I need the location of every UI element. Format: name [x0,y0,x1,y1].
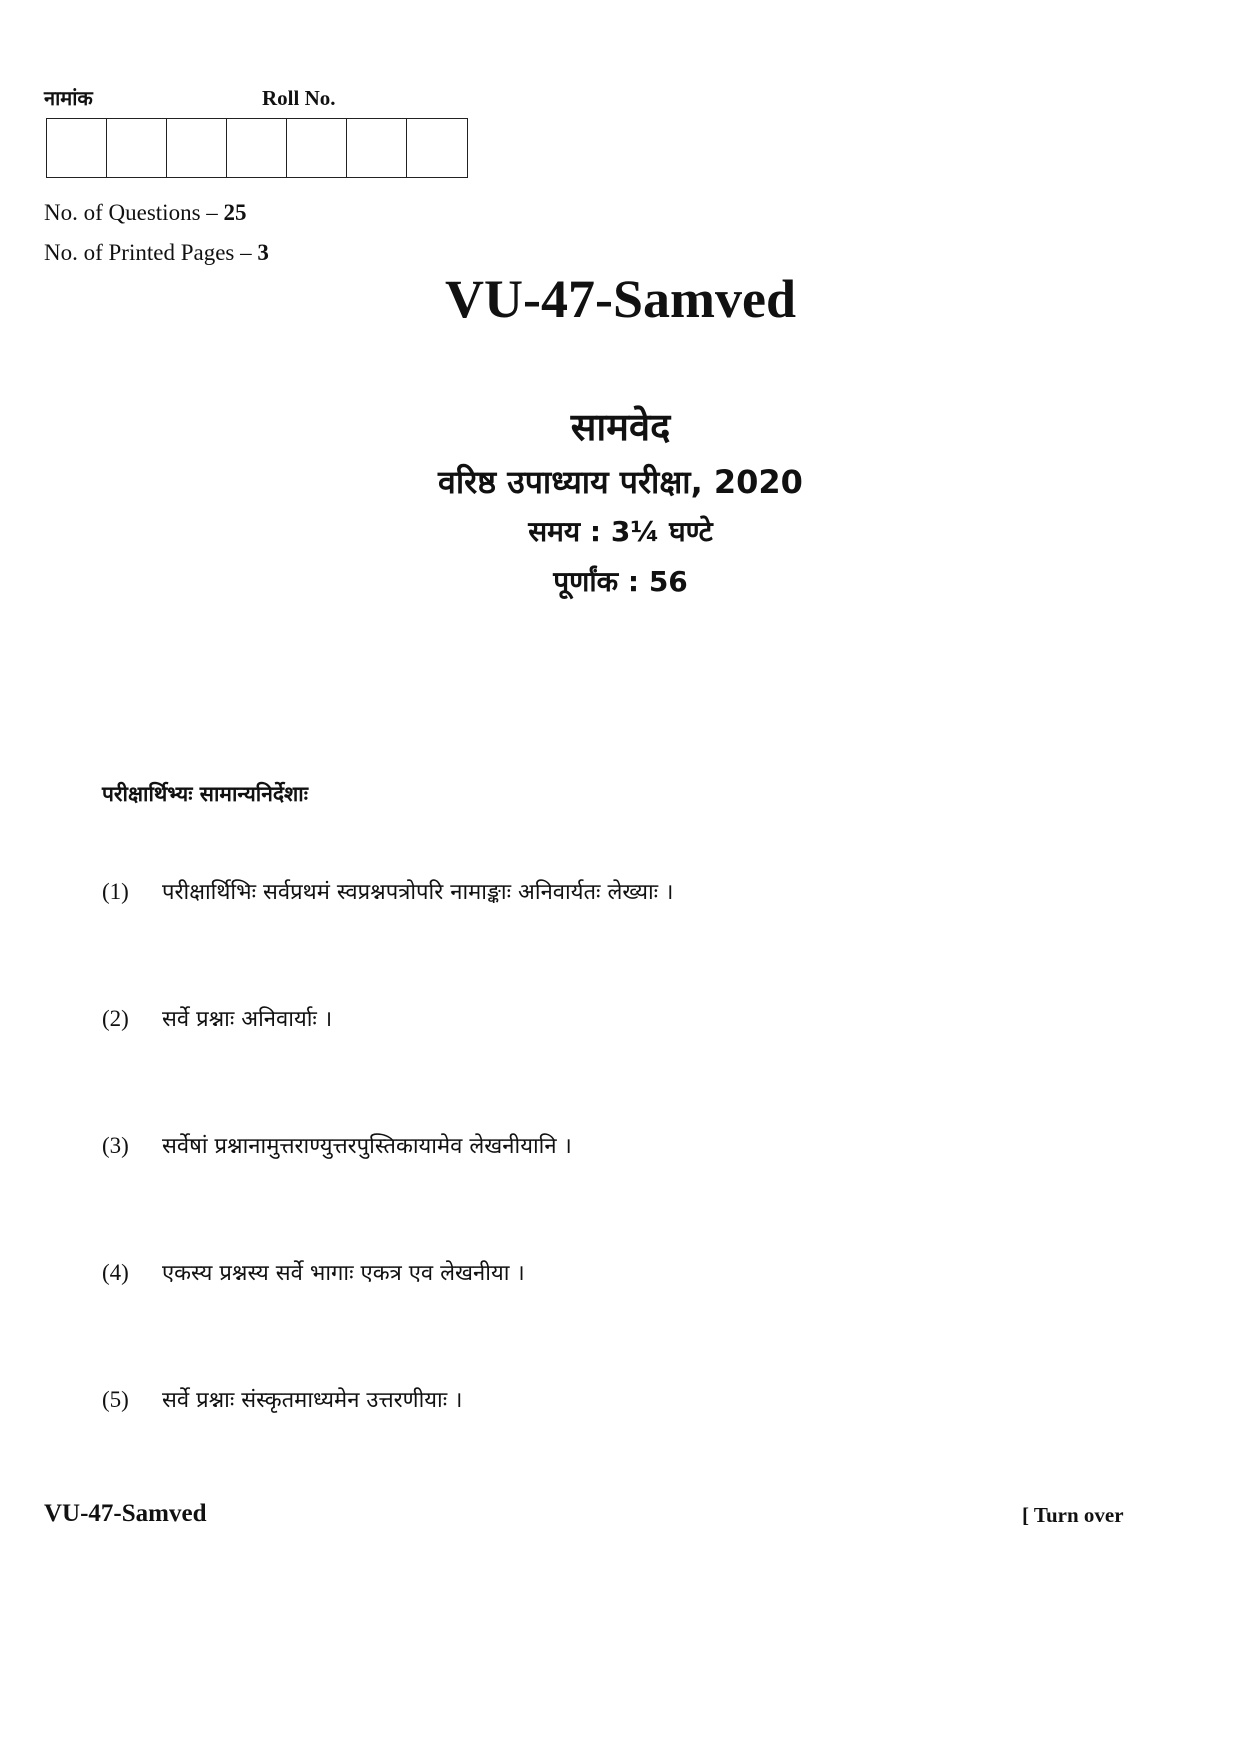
instruction-number: (4) [102,1260,129,1285]
instruction-item [102,1130,572,1160]
instruction-item [102,876,673,906]
subject-title: सामवेद [570,405,671,449]
number-of-questions [44,200,247,226]
roll-number-box[interactable] [227,119,287,177]
instruction-number: (3) [102,1133,129,1158]
instruction-text: सर्वेषां प्रश्नानामुत्तराण्युत्तरपुस्तिकायामेव लेखनीयानि । [162,1134,572,1159]
instruction-text: एकस्य प्रश्नस्य सर्वे भागाः एकत्र एव लेखनीया । [162,1261,525,1286]
footer-paper-code: VU-47-Samved [44,1500,207,1527]
instructions-heading: परीक्षार्थिभ्यः सामान्यनिर्देशाः [102,782,308,806]
pages-label: No. of Printed Pages – [44,240,252,265]
roll-number-box[interactable] [287,119,347,177]
instruction-text: परीक्षार्थिभिः सर्वप्रथमं स्वप्रश्नपत्रोपरि नामाङ्काः अनिवार्यतः लेख्याः । [162,880,674,905]
pages-value: 3 [257,240,269,265]
exam-name: वरिष्ठ उपाध्याय परीक्षा, 2020 [438,463,803,501]
roll-number-box[interactable] [347,119,407,177]
roll-number-label-hindi: नामांक [44,86,93,110]
maximum-marks: पूर्णांक : 56 [553,565,688,598]
instruction-item [102,1003,332,1033]
paper-code-title: VU-47-Samved [445,269,796,329]
instruction-number: (5) [102,1387,129,1412]
questions-label: No. of Questions – [44,200,218,225]
roll-number-box[interactable] [107,119,167,177]
instruction-text: सर्वे प्रश्नाः संस्कृतमाध्यमेन उत्तरणीयाः । [162,1388,463,1413]
roll-number-box[interactable] [47,119,107,177]
turn-over-note: [ Turn over [1022,1503,1124,1527]
exam-duration: समय : 3¼ घण्टे [528,515,713,548]
instruction-text: सर्वे प्रश्नाः अनिवार्याः । [162,1007,333,1032]
questions-value: 25 [223,200,247,225]
number-of-printed-pages [44,240,269,266]
roll-number-box[interactable] [167,119,227,177]
instruction-number: (1) [102,879,129,904]
roll-number-box[interactable] [407,119,467,177]
instruction-item [102,1257,525,1287]
instruction-item [102,1384,463,1414]
instruction-number: (2) [102,1006,129,1031]
roll-number-boxes [46,118,468,178]
roll-number-label-english: Roll No. [262,86,336,110]
